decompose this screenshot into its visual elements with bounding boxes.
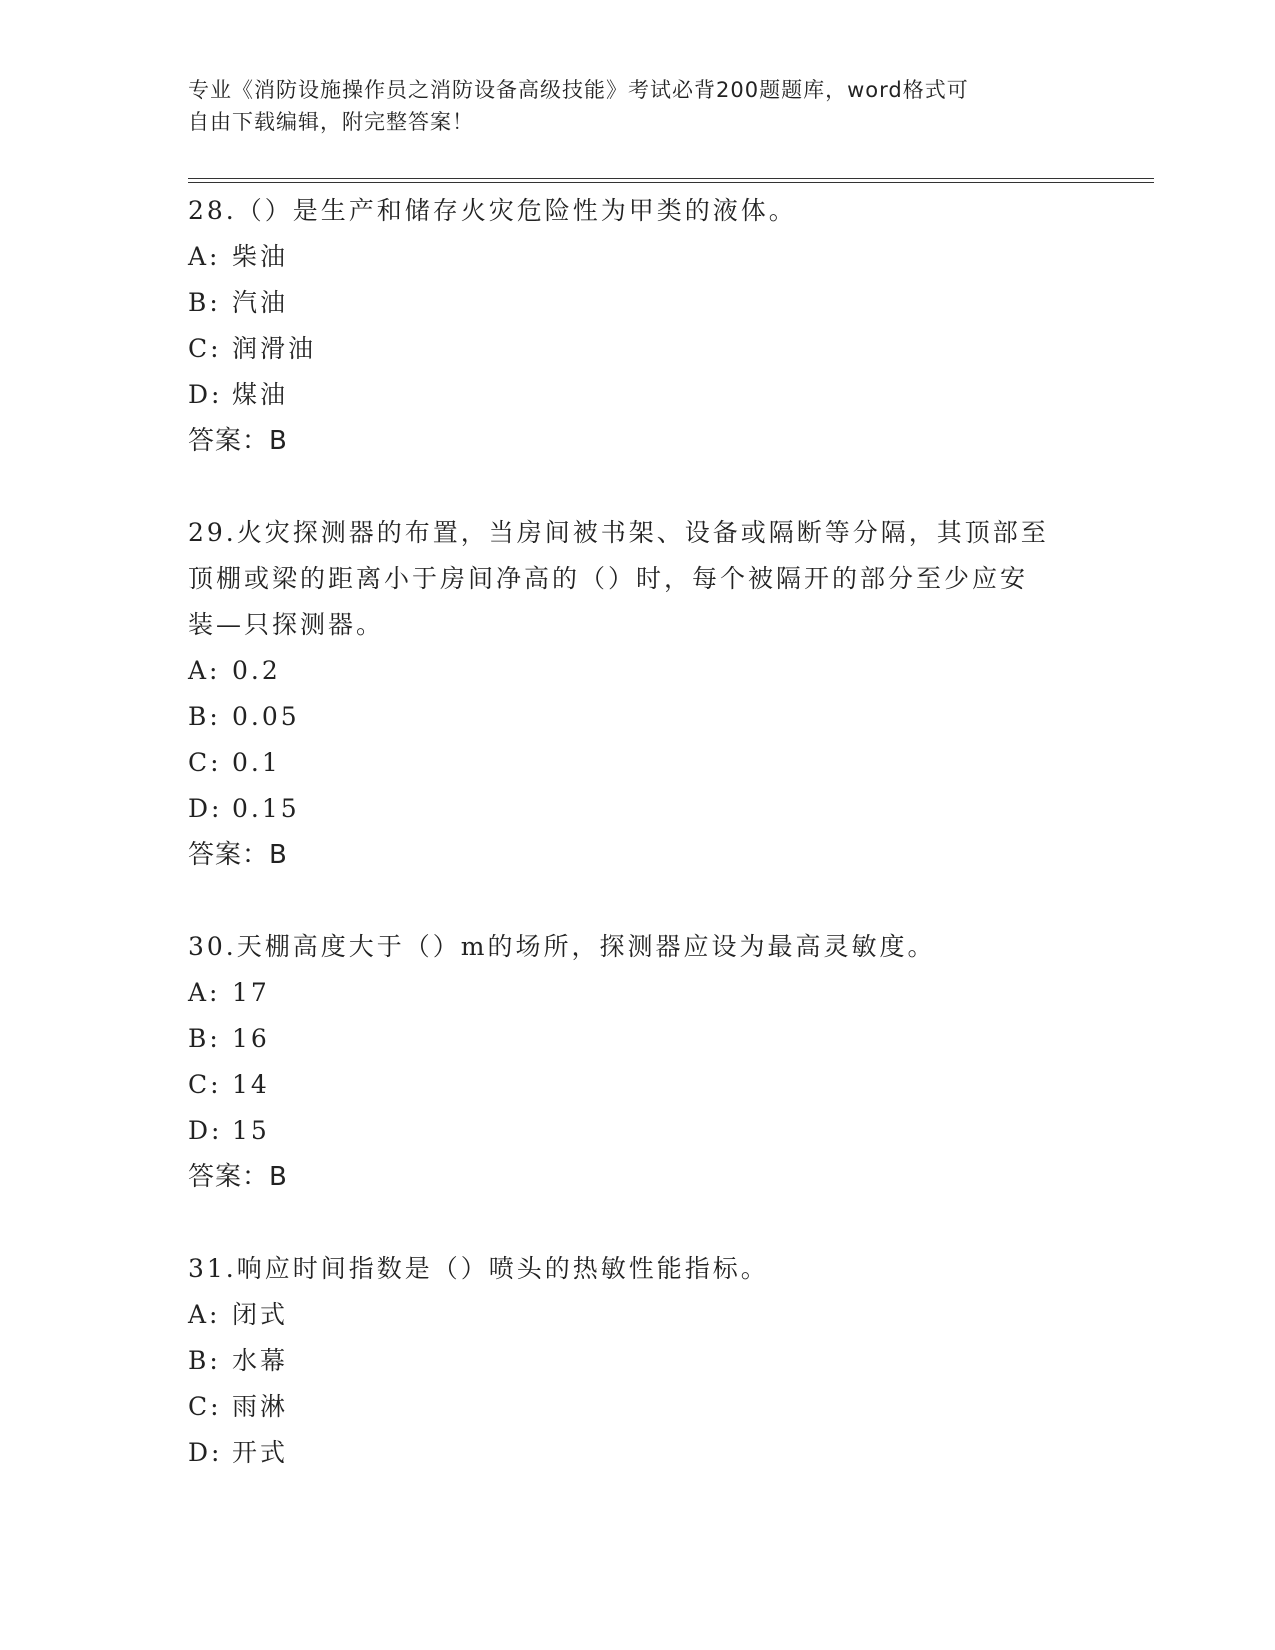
option-key: A: (188, 1300, 221, 1329)
option-key: D: (188, 380, 223, 409)
option-key: D: (188, 794, 223, 823)
question-spacer (188, 878, 1088, 924)
option-key: D: (188, 1116, 223, 1145)
option-text: 柴油 (232, 242, 289, 271)
option-key: B: (188, 1024, 221, 1053)
option-c (188, 1062, 1088, 1108)
option-b (188, 280, 1088, 326)
option-text: 开式 (232, 1438, 289, 1467)
option-a (188, 1292, 1088, 1338)
question-31 (188, 1246, 1088, 1476)
option-text: 15 (232, 1116, 270, 1145)
option-d (188, 1430, 1088, 1476)
option-key: C: (188, 748, 222, 777)
option-text: 14 (232, 1070, 270, 1099)
answer-line: 答案：B (188, 840, 288, 870)
option-text: 煤油 (232, 380, 289, 409)
header-line-1: 专业《消防设施操作员之消防设备高级技能》考试必背200题题库，word格式可 (188, 78, 969, 102)
option-a (188, 648, 1088, 694)
option-d (188, 1108, 1088, 1154)
option-text: 汽油 (232, 288, 289, 317)
option-text: 0.1 (232, 748, 281, 777)
option-text: 水幕 (232, 1346, 289, 1375)
question-stem (188, 1246, 1088, 1292)
option-text: 0.2 (232, 656, 281, 685)
option-text: 雨淋 (232, 1392, 289, 1421)
header-divider-top (188, 178, 1154, 179)
option-b (188, 694, 1088, 740)
option-key: B: (188, 288, 221, 317)
option-text: 0.05 (232, 702, 300, 731)
question-stem-line: 顶棚或梁的距离小于房间净高的（）时，每个被隔开的部分至少应安 (188, 564, 1029, 593)
question-stem-line: 28.（）是生产和储存火灾危险性为甲类的液体。 (188, 196, 797, 225)
question-stem-line: 装—只探测器。 (188, 610, 385, 639)
question-list (188, 188, 1088, 1476)
option-key: A: (188, 978, 221, 1007)
option-text: 17 (232, 978, 270, 1007)
question-stem-line: 30.天棚高度大于（）m的场所，探测器应设为最高灵敏度。 (188, 932, 936, 961)
option-c (188, 1384, 1088, 1430)
option-d (188, 372, 1088, 418)
option-key: A: (188, 656, 221, 685)
option-c (188, 740, 1088, 786)
header-divider-bottom (188, 182, 1154, 183)
question-spacer (188, 464, 1088, 510)
option-d (188, 786, 1088, 832)
option-key: C: (188, 334, 222, 363)
question-spacer (188, 1200, 1088, 1246)
option-b (188, 1016, 1088, 1062)
document-header (188, 74, 1068, 138)
option-text: 0.15 (232, 794, 300, 823)
question-stem-line: 31.响应时间指数是（）喷头的热敏性能指标。 (188, 1254, 769, 1283)
question-stem (188, 510, 1088, 648)
option-key: C: (188, 1070, 222, 1099)
header-line-2: 自由下载编辑，附完整答案！ (188, 110, 474, 134)
question-stem (188, 188, 1088, 234)
option-key: D: (188, 1438, 223, 1467)
answer-line: 答案：B (188, 426, 288, 456)
option-key: A: (188, 242, 221, 271)
option-key: B: (188, 702, 221, 731)
question-28 (188, 188, 1088, 464)
answer-line: 答案：B (188, 1162, 288, 1192)
option-a (188, 970, 1088, 1016)
question-29 (188, 510, 1088, 878)
question-30 (188, 924, 1088, 1200)
option-b (188, 1338, 1088, 1384)
option-a (188, 234, 1088, 280)
option-key: B: (188, 1346, 221, 1375)
option-key: C: (188, 1392, 222, 1421)
option-text: 润滑油 (232, 334, 317, 363)
question-stem (188, 924, 1088, 970)
question-stem-line: 29.火灾探测器的布置，当房间被书架、设备或隔断等分隔，其顶部至 (188, 518, 1049, 547)
option-text: 16 (232, 1024, 270, 1053)
option-text: 闭式 (232, 1300, 289, 1329)
option-c (188, 326, 1088, 372)
